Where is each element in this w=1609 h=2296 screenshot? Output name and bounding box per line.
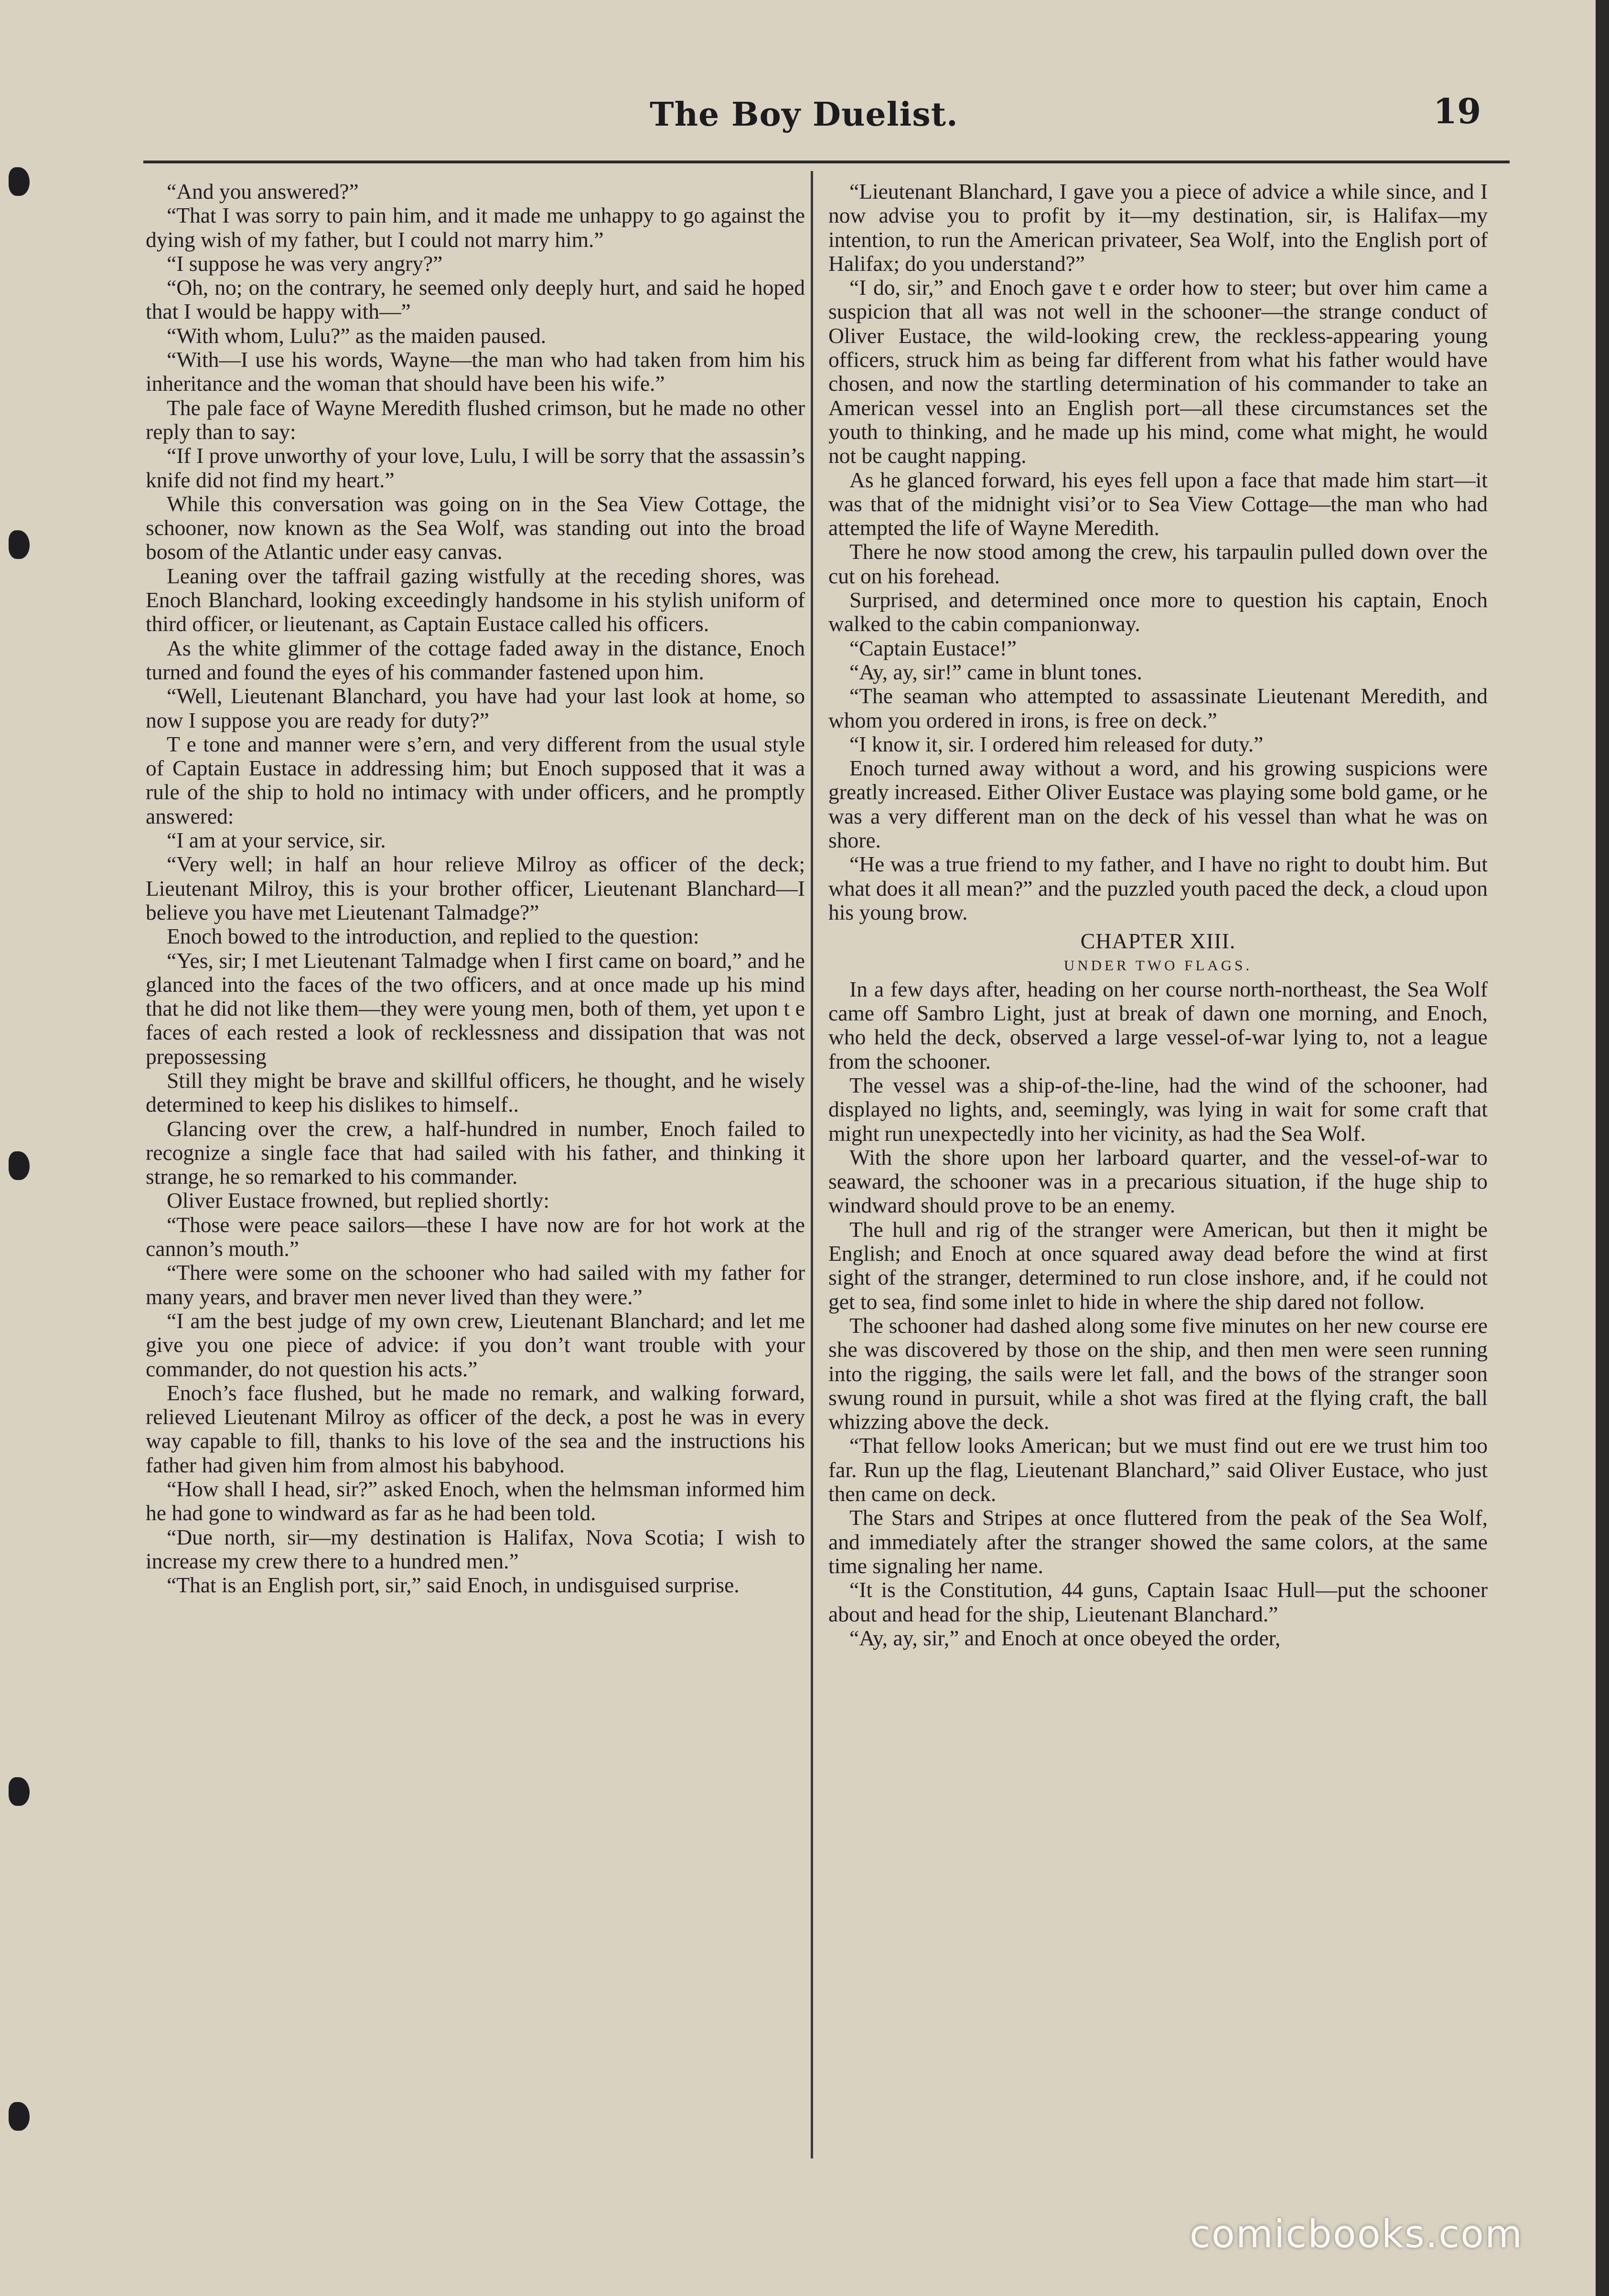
paragraph: “Captain Eustace!” xyxy=(849,635,1017,660)
header-rule xyxy=(143,161,1510,163)
paragraph: “That I was sorry to pain him, and it made me unhappy to go against the dying wish of my father, but I could not marry him.” xyxy=(146,203,805,252)
binding-hole-mark xyxy=(9,167,30,196)
column-divider xyxy=(811,171,813,2158)
running-title: The Boy Duelist. xyxy=(650,96,958,134)
paragraph: The schooner had dashed along some five minutes on her new course ere she was discovered by those on the ship, and then men were seen running into the rigging, the sails were let fall, and the bows of the stranger soon swung round in pursuit, while a shot was fired at the flying craft, the ball whizzing above the deck. xyxy=(828,1313,1488,1434)
paragraph: In a few days after, heading on her course north-northeast, the Sea Wolf came off Sambro Light, just at break of dawn one morning, and Enoch, who held the deck, observed a large vessel-of-war lying to, not a league from the schooner. xyxy=(828,976,1488,1073)
paragraph: “Lieutenant Blanchard, I gave you a piece of advice a while since, and I now advise you to profit by it—my destination, sir, is Halifax—my intention, to run the American privateer, Sea Wolf, into the English port of Halifax; do you understand?” xyxy=(828,180,1488,276)
paragraph: Enoch’s face flushed, but he made no remark, and walking forward, relieved Lieutenant Milroy as officer of the deck, a post he was in every way capable to fill, thanks to his love of the sea and the instructions his father had given him from almost his babyhood. xyxy=(146,1380,805,1477)
paragraph: The pale face of Wayne Meredith flushed crimson, but he made no other reply than to say: xyxy=(146,395,805,444)
paragraph: “It is the Constitution, 44 guns, Captain Isaac Hull—put the schooner about and head for the ship, Lieutenant Blanchard.” xyxy=(828,1577,1488,1626)
paragraph: “There were some on the schooner who had sailed with my father for many years, and braver men never lived than they were.” xyxy=(146,1260,805,1309)
paragraph: “With—I use his words, Wayne—the man who had taken from him his inheritance and the woman that should have been his wife.” xyxy=(146,347,805,396)
page-edge-shadow xyxy=(1596,0,1609,2296)
paragraph: “Yes, sir; I met Lieutenant Talmadge when I first came on board,” and he glanced into the faces of the two officers, and at once made up his mind that he did not like them—they were young men, both of them, yet upon t e faces of each rested a look of recklessness and dissipation that was not prepossessing xyxy=(146,948,805,1069)
paragraph: Oliver Eustace frowned, but replied shortly: xyxy=(167,1188,550,1213)
paragraph: The vessel was a ship-of-the-line, had the wind of the schooner, had displayed no lights, and, seemingly, was lying in wait for some craft that might run unexpectedly into her vicinity, as had the Sea Wolf. xyxy=(828,1073,1488,1146)
paragraph: “I know it, sir. I ordered him released for duty.” xyxy=(849,731,1264,756)
paragraph: Enoch bowed to the introduction, and replied to the question: xyxy=(167,924,699,949)
paragraph: With the shore upon her larboard quarter, and the vessel-of-war to seaward, the schooner was in a precarious situation, if the huge ship to windward should prove to be an enemy. xyxy=(828,1145,1488,1218)
page-number: 19 xyxy=(1433,91,1481,131)
binding-hole-mark xyxy=(9,1151,30,1180)
paragraph: T e tone and manner were s’ern, and very different from the usual style of Captain Eustace in addressing him; but Enoch supposed that it was a rule of the ship to hold no intimacy with under officers, and he promptly answered: xyxy=(146,731,805,828)
binding-hole-mark xyxy=(9,2102,30,2131)
paragraph: “How shall I head, sir?” asked Enoch, when the helmsman informed him he had gone to windward as far as he had been told. xyxy=(146,1477,805,1525)
watermark-logo: comicbooks.com xyxy=(1190,2212,1523,2256)
paragraph: The Stars and Stripes at once fluttered from the peak of the Sea Wolf, and immediately after the stranger showed the same colors, at the same time signaling her name. xyxy=(828,1505,1488,1578)
paragraph: Leaning over the taffrail gazing wistfully at the receding shores, was Enoch Blanchard, looking exceedingly handsome in his stylish uniform of third officer, or lieutenant, as Captain Eustace called his officers. xyxy=(146,563,805,636)
paragraph: “Ay, ay, sir!” came in blunt tones. xyxy=(849,659,1142,684)
paragraph: The hull and rig of the stranger were American, but then it might be English; and Enoch at once squared away dead before the wind at first sight of the stranger, determined to run close inshore, and, if he could not get to sea, find some inlet to hide in where the ship dared not follow. xyxy=(828,1217,1488,1314)
right-column xyxy=(828,180,1488,2157)
paragraph: “I am at your service, sir. xyxy=(167,828,386,853)
paragraph: “Due north, sir—my destination is Halifax, Nova Scotia; I wish to increase my crew there to a hundred men.” xyxy=(146,1524,805,1573)
paragraph: “I am the best judge of my own crew, Lieutenant Blanchard; and let me give you one piece of advice: if you don’t want trouble with your commander, do not question his acts.” xyxy=(146,1308,805,1381)
paragraph: While this conversation was going on in the Sea View Cottage, the schooner, now known as the Sea Wolf, was standing out into the broad bosom of the Atlantic under easy canvas. xyxy=(146,491,805,564)
paragraph: “Very well; in half an hour relieve Milroy as officer of the deck; Lieutenant Milroy, this is your brother officer, Lieutenant Blanchard—I believe you have met Lieutenant Talmadge?” xyxy=(146,852,805,924)
paragraph: There he now stood among the crew, his tarpaulin pulled down over the cut on his forehead. xyxy=(828,539,1488,588)
binding-hole-mark xyxy=(9,530,30,559)
paragraph: Surprised, and determined once more to question his captain, Enoch walked to the cabin companionway. xyxy=(828,588,1488,636)
left-column xyxy=(146,180,805,2157)
paragraph: “That is an English port, sir,” said Enoch, in undisguised surprise. xyxy=(167,1573,740,1598)
paragraph: “With whom, Lulu?” as the maiden paused. xyxy=(167,323,547,348)
paragraph: “Well, Lieutenant Blanchard, you have had your last look at home, so now I suppose you are ready for duty?” xyxy=(146,684,805,732)
paragraph: “If I prove unworthy of your love, Lulu, I will be sorry that the assassin’s knife did not find my heart.” xyxy=(146,443,805,492)
paragraph: As the white glimmer of the cottage faded away in the distance, Enoch turned and found the eyes of his commander fastened upon him. xyxy=(146,635,805,684)
chapter-title: CHAPTER XIII. xyxy=(1080,929,1236,954)
paragraph: “I suppose he was very angry?” xyxy=(167,251,443,276)
paragraph: “He was a true friend to my father, and I have no right to doubt him. But what does it all mean?” and the puzzled youth paced the deck, a cloud upon his young brow. xyxy=(828,852,1488,924)
paragraph: “The seaman who attempted to assassinate Lieutenant Meredith, and whom you ordered in irons, is free on deck.” xyxy=(828,684,1488,732)
paragraph: “Oh, no; on the contrary, he seemed only deeply hurt, and said he hoped that I would be happy with—” xyxy=(146,275,805,324)
binding-hole-mark xyxy=(9,1777,30,1806)
paragraph: “Those were peace sailors—these I have now are for hot work at the cannon’s mouth.” xyxy=(146,1212,805,1261)
paragraph: Still they might be brave and skillful officers, he thought, and he wisely determined to keep his dislikes to himself.. xyxy=(146,1068,805,1117)
chapter-subtitle: UNDER TWO FLAGS. xyxy=(1063,956,1253,974)
paragraph: Enoch turned away without a word, and his growing suspicions were greatly increased. Either Oliver Eustace was playing some bold game, or he was a very different man on the deck of his vessel than what he was on shore. xyxy=(828,756,1488,853)
paragraph: “And you answered?” xyxy=(167,180,359,204)
paragraph: “That fellow looks American; but we must find out ere we trust him too far. Run up the flag, Lieutenant Blanchard,” said Oliver Eustace, who just then came on deck. xyxy=(828,1433,1488,1506)
paragraph: As he glanced forward, his eyes fell upon a face that made him start—it was that of the midnight visi’or to Sea View Cottage—the man who had attempted the life of Wayne Meredith. xyxy=(828,467,1488,540)
paragraph: Glancing over the crew, a half-hundred in number, Enoch failed to recognize a single face that had sailed with his father, and thinking it strange, he so remarked to his commander. xyxy=(146,1116,805,1189)
paragraph: “Ay, ay, sir,” and Enoch at once obeyed the order, xyxy=(849,1625,1281,1650)
paragraph: “I do, sir,” and Enoch gave t e order how to steer; but over him came a suspicion that all was not well in the schooner—the strange conduct of Oliver Eustace, the wild-looking crew, the reckless-appearing young officers, struck him as being far different from what his father would have chosen, and now the startling determination of his commander to take an American vessel into an English port—all these circumstances set the youth to thinking, and he made up his mind, come what might, he would not be caught napping. xyxy=(828,275,1488,468)
